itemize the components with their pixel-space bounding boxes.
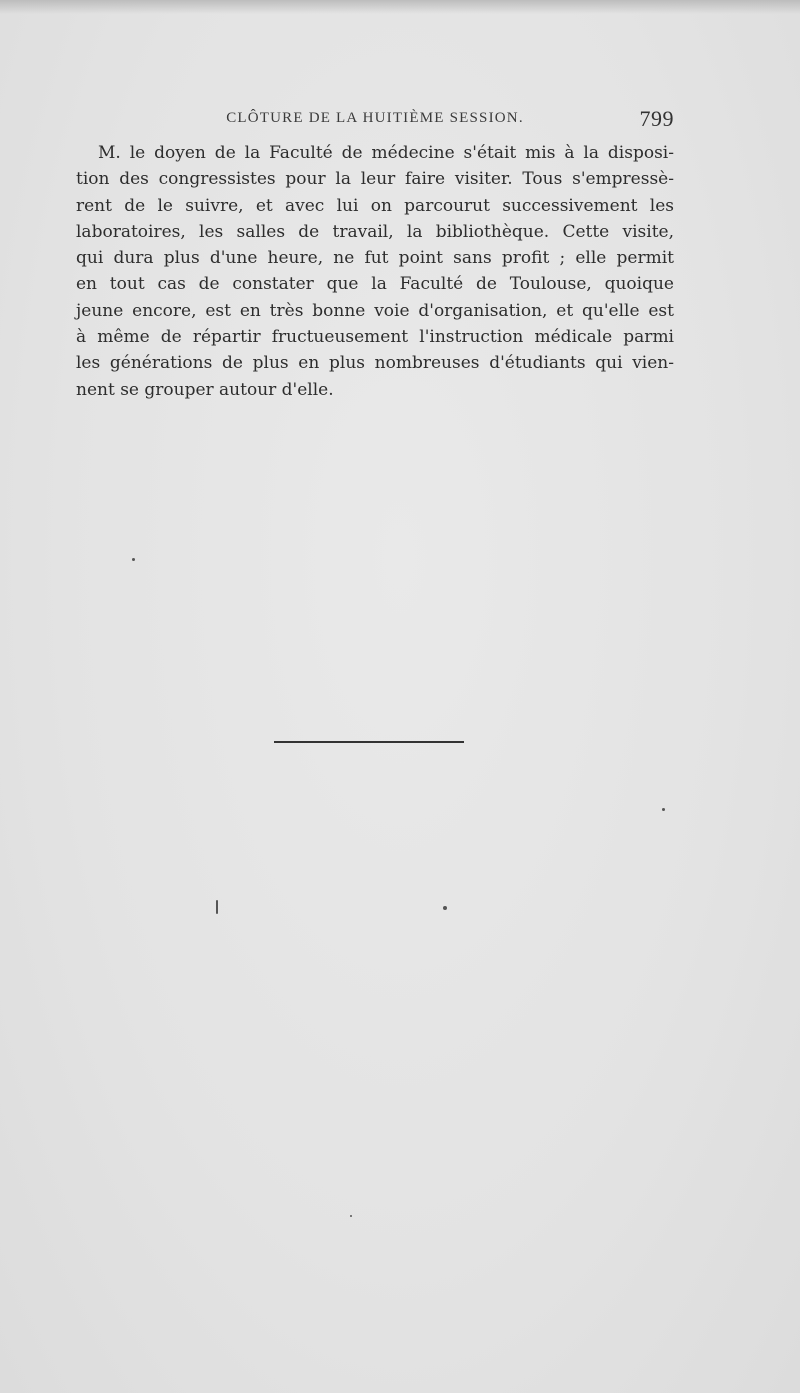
text-line: les générations de plus en plus nombreuses d'étudiants qui vien-	[76, 353, 674, 374]
text-line: rent de le suivre, et avec lui on parcourut successivement les	[76, 195, 674, 216]
paper-speck	[132, 558, 135, 561]
text-line: jeune encore, est en très bonne voie d'organisation, et qu'elle est	[76, 300, 674, 321]
text-line: nent se grouper autour d'elle.	[76, 379, 334, 400]
page-number: 799	[639, 106, 674, 131]
section-end-rule	[274, 741, 464, 743]
page-edge-shadow	[0, 0, 800, 14]
text-line: tion des congressistes pour la leur faire visiter. Tous s'empressè-	[76, 169, 674, 190]
text-line: laboratoires, les salles de travail, la bibliothèque. Cette visite,	[76, 221, 674, 242]
running-head	[76, 108, 674, 132]
text-line: qui dura plus d'une heure, ne fut point sans profit ; elle permit	[76, 248, 674, 269]
text-line: en tout cas de constater que la Faculté de Toulouse, quoique	[76, 274, 674, 295]
body-paragraph	[76, 140, 674, 403]
text-line: à même de répartir fructueusement l'instruction médicale parmi	[76, 327, 674, 348]
running-title: CLÔTURE DE LA HUITIÈME SESSION.	[226, 110, 524, 126]
paper-speck	[350, 1215, 352, 1217]
paper-speck	[443, 906, 447, 910]
paper-speck	[216, 900, 218, 914]
paper-speck	[662, 808, 665, 811]
text-line: M. le doyen de la Faculté de médecine s'était mis à la disposi-	[98, 143, 674, 163]
